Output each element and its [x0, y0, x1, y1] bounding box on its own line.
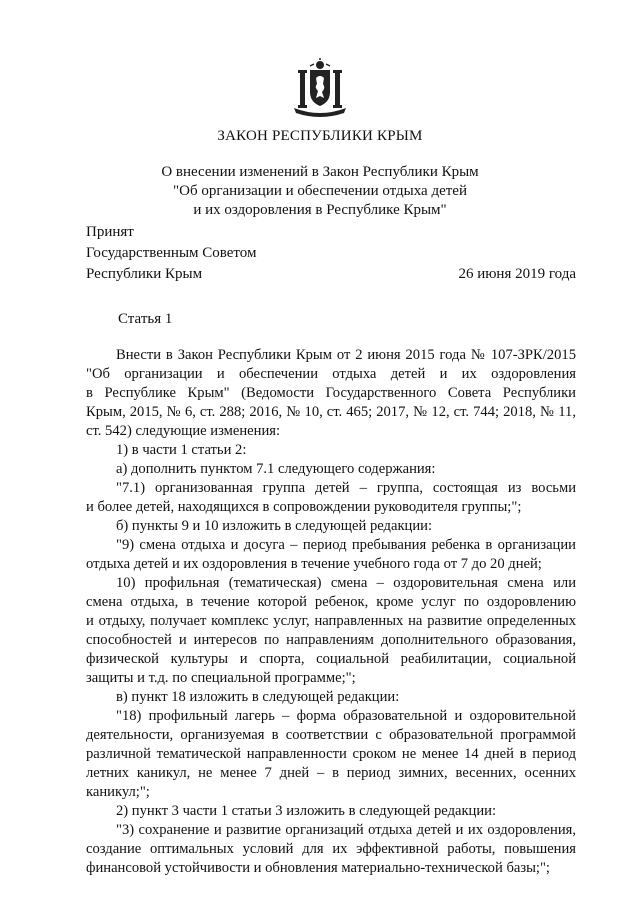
body-line: отдыха детей и их оздоровления в течение учебного года от 7 до 20 дней; [86, 556, 542, 572]
body-line: 10) профильная (тематическая) смена – оздоровительная смена или [116, 575, 576, 591]
body-line: "3) сохранение и развитие организаций отдыха детей и их оздоровления, [116, 822, 576, 838]
body-line: "18) профильный лагерь – форма образовательной и оздоровительной [116, 708, 576, 724]
body-line: в) пункт 18 изложить в следующей редакции: [116, 689, 400, 705]
subtitle-line: и их оздоровления в Республике Крым" [193, 202, 447, 218]
body-line: летних каникул, не менее 7 дней – в период зимних, весенних, осенних [86, 765, 576, 781]
body-line: 2) пункт 3 части 1 статьи 3 изложить в следующей редакции: [116, 803, 497, 819]
body-line: различной тематической направленности сроком не менее 14 дней в период [86, 746, 576, 762]
body-line: в Республике Крым" (Ведомости Государственного Совета Республики [86, 385, 576, 401]
crimea-coat-of-arms-icon [288, 58, 352, 118]
adopted-line: Республики Крым [86, 266, 203, 282]
body-line: финансовой устойчивости и обновления материально-технической базы;"; [86, 860, 550, 876]
body-line: и более детей, находящихся в сопровождении руководителя группы;"; [86, 499, 522, 515]
body-line: "7.1) организованная группа детей – группа, состоящая из восьми [116, 480, 576, 496]
adopted-line: Принят [86, 224, 134, 240]
law-body [86, 346, 576, 878]
adoption-date: 26 июня 2019 года [458, 266, 576, 282]
body-line: "9) смена отдыха и досуга – период пребывания ребенка в организации [116, 537, 576, 553]
adopted-line: Государственным Советом [86, 245, 257, 261]
body-line: способностей и интересов по направлениям дополнительного образования, [86, 632, 576, 648]
body-line: смена отдыха, в течение которой ребенок, кроме услуг по оздоровлению [86, 594, 576, 610]
body-line: и отдыху, получает комплекс услуг, направленных на развитие определенных [86, 613, 576, 629]
subtitle-line: "Об организации и обеспечении отдыха детей [173, 183, 467, 199]
body-line: ст. 542) следующие изменения: [86, 423, 281, 439]
subtitle-line: О внесении изменений в Закон Республики Крым [161, 164, 479, 180]
body-line: защиты и т.д. по специальной программе;"; [86, 670, 356, 686]
law-title: ЗАКОН РЕСПУБЛИКИ КРЫМ [217, 128, 423, 144]
body-line: физической культуры и спорта, социальной реабилитации, социальной [86, 651, 576, 667]
body-line: 1) в части 1 статьи 2: [116, 442, 247, 458]
adoption-block [86, 222, 257, 285]
law-subtitle [0, 163, 640, 220]
body-line: "Об организации и обеспечении отдыха детей и их оздоровления [86, 366, 576, 382]
body-line: Внести в Закон Республики Крым от 2 июня 2015 года № 107-ЗРК/2015 [116, 347, 576, 363]
body-line: а) дополнить пунктом 7.1 следующего содержания: [116, 461, 436, 477]
body-line: б) пункты 9 и 10 изложить в следующей редакции: [116, 518, 433, 534]
body-line: каникул;"; [86, 784, 150, 800]
article-heading: Статья 1 [118, 311, 173, 327]
body-line: создание оптимальных условий для их эффективной работы, повышения [86, 841, 576, 857]
body-line: деятельности, организуемая в соответствии с образовательной программой [86, 727, 576, 743]
body-line: Крым, 2015, № 6, ст. 288; 2016, № 10, ст. 465; 2017, № 12, ст. 744; 2018, № 11, [86, 404, 576, 420]
